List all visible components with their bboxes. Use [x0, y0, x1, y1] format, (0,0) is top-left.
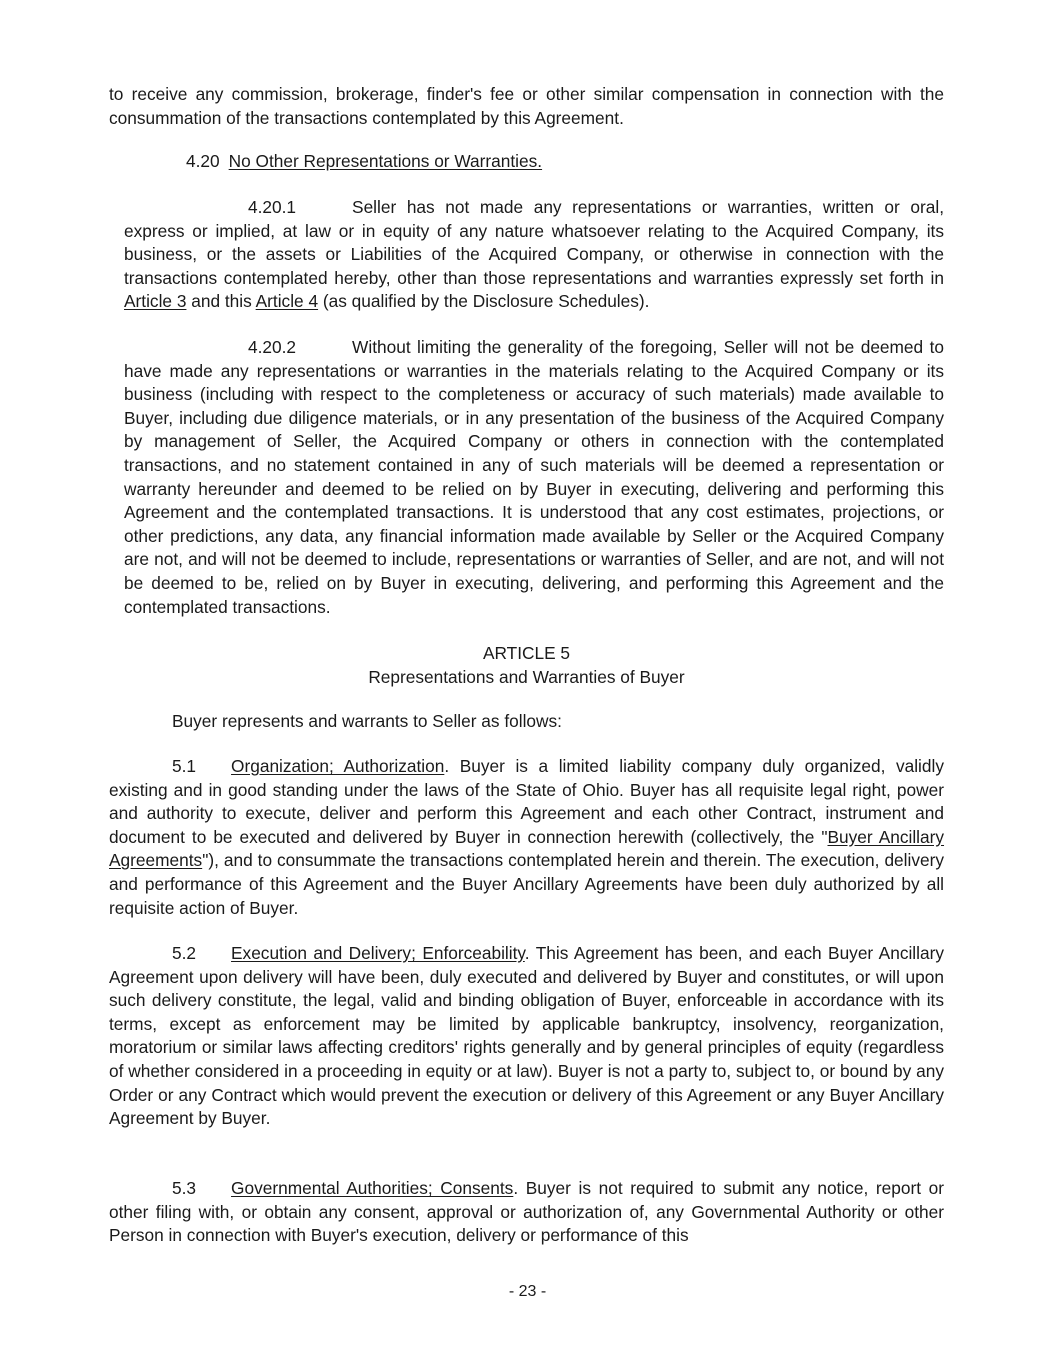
- section-4-20-2-number: 4.20.2: [248, 337, 297, 357]
- section-5-3-title: Governmental Authorities; Consents: [231, 1178, 514, 1198]
- buyer-ancillary-agreements-term: Buyer Ancillary Agreements: [109, 826, 945, 871]
- section-5-3-number: 5.3: [172, 1178, 197, 1198]
- section-5-2-paragraph: [109, 942, 944, 1131]
- intro-text: to receive any commission, brokerage, finder's fee or other similar compensation in connection with the consummation of the transactions contemplated by this Agreement.: [109, 84, 944, 128]
- section-5-2-number: 5.2: [172, 943, 197, 963]
- section-4-20-2-text: Without limiting the generality of the foregoing, Seller will not be deemed to have made any representations or warranties in the materials relating to the Acquired Company or its business (including with respect to the completeness or accuracy of such materials) made available to Buyer, including due diligence materials, or in any presentation of the business of the Acquired Company by management of Seller, the Acquired Company or others in connection with the contemplated transactions, and no statement contained in any of such materials will be deemed a representation or warranty hereunder and deemed to be relied on by Buyer in executing, delivering and performing this Agreement and the contemplated transactions. It is understood that any cost estimates, projections, or other predictions, any data, any financial information made available by Seller or the Acquired Company are not, and will not be deemed to include, representations or warranties of Seller, and are not, and will not be deemed to be, relied on by Buyer in executing, delivering, and performing this Agreement and the contemplated transactions.: [124, 337, 944, 617]
- intro-paragraph: [109, 83, 944, 130]
- section-5-1-paragraph: [109, 755, 944, 920]
- section-4-20-number: 4.20: [186, 151, 220, 171]
- section-5-1-text-b: "), and to consummate the transactions contemplated herein and therein. The execution, delivery and performance of this Agreement and the Buyer Ancillary Agreements have been duly authorized by all requisite action of Buyer.: [109, 850, 944, 918]
- section-5-2-text: . This Agreement has been, and each Buyer Ancillary Agreement upon delivery will have been, duly executed and delivered by Buyer and constitutes, or will upon such delivery constitute, the legal, valid and binding obligation of Buyer, enforceable in accordance with its terms, except as enforcement may be limited by applicable bankruptcy, insolvency, reorganization, moratorium or similar laws affecting creditors' rights generally and by general principles of equity (regardless of whether considered in a proceeding in equity or at law). Buyer is not a party to, subject to, or bound by any Order or any Contract which would prevent the execution or delivery of this Agreement or any Buyer Ancillary Agreement by Buyer.: [109, 943, 944, 1129]
- section-4-20-1-number: 4.20.1: [248, 197, 297, 217]
- article-5-label: ARTICLE 5: [482, 643, 571, 663]
- section-4-20-title: No Other Representations or Warranties.: [228, 151, 543, 171]
- section-4-20-1-text-a: Seller has not made any representations or warranties, written or oral, express or implied, at law or in equity of any nature whatsoever relating to the Acquired Company, its business, or the assets or Liabilities of the Acquired Company, or otherwise in connection with the transactions contemplated hereby, other than those representations and warranties expressly set forth in: [124, 197, 944, 288]
- article-4-reference: Article 4: [255, 291, 319, 312]
- article-3-reference: Article 3: [124, 291, 187, 312]
- section-5-2-title: Execution and Delivery; Enforceability: [231, 943, 525, 963]
- section-5-1-title: Organization; Authorization: [231, 756, 445, 776]
- section-4-20-1-paragraph: [124, 196, 944, 314]
- section-4-20-1-text-c: (as qualified by the Disclosure Schedules).: [318, 291, 650, 312]
- page-number: - 23 -: [508, 1283, 547, 1300]
- section-5-3-text: . Buyer is not required to submit any notice, report or other filing with, or obtain any consent, approval or authorization of, any Governmental Authority or other Person in connection with Buyer's execution, delivery or performance of this: [109, 1178, 944, 1246]
- section-4-20-heading: [186, 150, 542, 174]
- section-4-20-2-paragraph: [124, 336, 944, 619]
- buyer-intro: Buyer represents and warrants to Seller as follows:: [172, 711, 562, 731]
- section-5-1-text-a: . Buyer is a limited liability company duly organized, validly existing and in good standing under the laws of the State of Ohio. Buyer has all requisite legal right, power and authority to execute, deliver and perform this Agreement and each other Contract, instrument and document to be executed and delivered by Buyer in connection herewith (collectively, the ": [109, 756, 944, 847]
- article-5-title: Representations and Warranties of Buyer: [368, 667, 685, 687]
- section-5-1-number: 5.1: [172, 756, 197, 776]
- section-4-20-1-text-b: and this: [186, 291, 256, 312]
- section-5-3-paragraph: [109, 1177, 944, 1248]
